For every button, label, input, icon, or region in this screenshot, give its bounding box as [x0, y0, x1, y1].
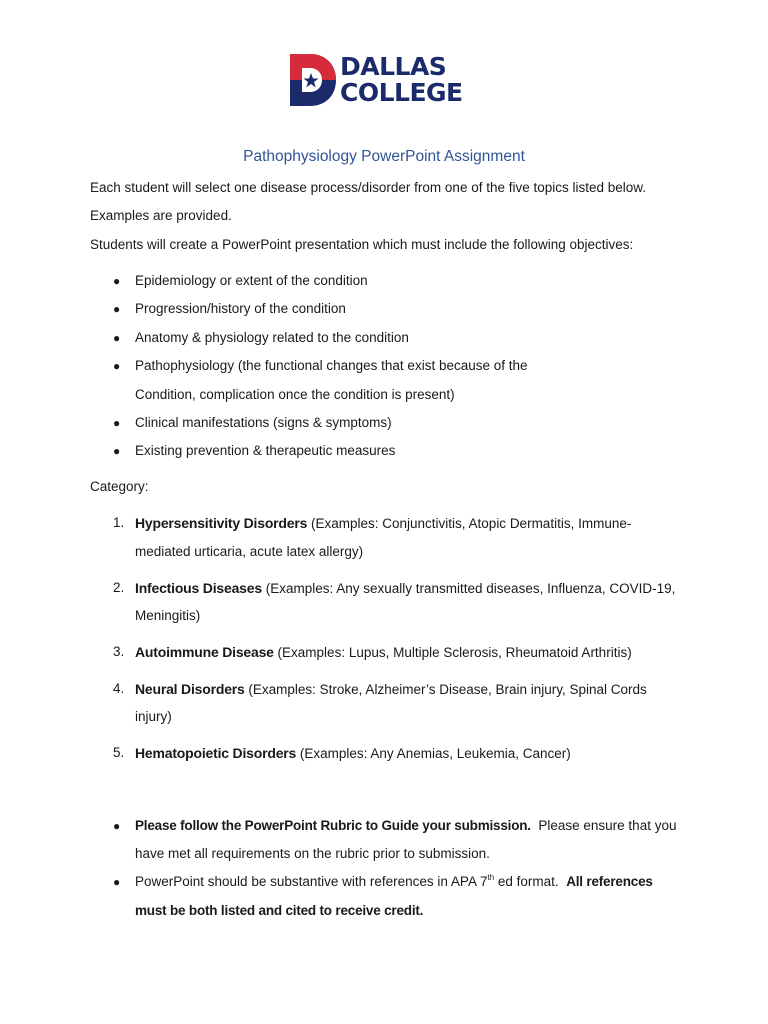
category-number: 4.: [113, 681, 125, 696]
category-examples-continuation: injury): [135, 709, 172, 724]
note-references: [135, 873, 653, 891]
category-examples-continuation: mediated urticaria, acute latex allergy): [135, 544, 364, 559]
category-examples: (Examples: Any sexually transmitted diseases, Influenza, COVID-19,: [265, 581, 676, 596]
logo-line-dallas: DALLAS: [340, 52, 447, 81]
category-name: Hematopoietic Disorders: [135, 745, 297, 761]
bullet-icon: ●: [113, 875, 121, 889]
objective-item: Anatomy & physiology related to the condition: [135, 330, 409, 345]
objective-item: Epidemiology or extent of the condition: [135, 273, 368, 288]
category-examples: (Examples: Any Anemias, Leukemia, Cancer): [299, 746, 571, 761]
category-examples: (Examples: Conjunctivitis, Atopic Dermatitis, Immune-: [310, 516, 632, 531]
bullet-icon: ●: [113, 444, 121, 458]
bullet-icon: ●: [113, 416, 121, 430]
dallas-college-d-mark-icon: [290, 54, 336, 106]
category-number: 5.: [113, 745, 125, 760]
intro-line-1: Each student will select one disease process/disorder from one of the five topics listed below.: [90, 180, 647, 195]
intro-line-2: Examples are provided.: [90, 208, 232, 223]
note-references-superscript: th: [487, 873, 495, 882]
page-title: Pathophysiology PowerPoint Assignment: [243, 148, 525, 165]
bullet-icon: ●: [113, 274, 121, 288]
category-name: Autoimmune Disease: [135, 644, 274, 660]
category-name: Infectious Diseases: [135, 580, 262, 596]
note-references-format: ed format.: [497, 874, 559, 889]
intro-line-3: Students will create a PowerPoint presentation which must include the following objectives:: [90, 237, 634, 252]
objective-item-continuation: Condition, complication once the condition is present): [135, 387, 455, 402]
category-item: [135, 579, 675, 598]
note-references-bold: All references: [566, 874, 653, 889]
category-item: [135, 680, 647, 699]
category-examples-continuation: Meningitis): [135, 608, 201, 623]
objective-item: Progression/history of the condition: [135, 301, 346, 316]
note-references-continuation: must be both listed and cited to receive credit.: [135, 903, 424, 918]
objective-item: Existing prevention & therapeutic measures: [135, 443, 396, 458]
category-name: Hypersensitivity Disorders: [135, 515, 308, 531]
note-rubric-rest: Please ensure that you: [538, 818, 677, 833]
category-number: 3.: [113, 644, 125, 659]
bullet-icon: ●: [113, 819, 121, 833]
category-examples: (Examples: Lupus, Multiple Sclerosis, Rheumatoid Arthritis): [277, 645, 632, 660]
logo-wordmark: [340, 54, 463, 106]
note-rubric: [135, 817, 676, 835]
bullet-icon: ●: [113, 359, 121, 373]
category-item: [135, 514, 631, 533]
bullet-icon: ●: [113, 331, 121, 345]
category-name: Neural Disorders: [135, 681, 245, 697]
bullet-icon: ●: [113, 302, 121, 316]
category-examples: (Examples: Stroke, Alzheimer’s Disease, Brain injury, Spinal Cords: [248, 682, 647, 697]
objective-item: Clinical manifestations (signs & symptoms): [135, 415, 392, 430]
category-item: [135, 643, 632, 662]
category-item: [135, 744, 571, 763]
category-number: 1.: [113, 515, 125, 530]
note-rubric-bold: Please follow the PowerPoint Rubric to Guide your submission.: [135, 818, 531, 833]
dallas-college-logo: [290, 54, 480, 108]
logo-line-college: COLLEGE: [340, 78, 463, 107]
note-references-text: PowerPoint should be substantive with references in APA 7: [135, 874, 488, 889]
category-number: 2.: [113, 580, 125, 595]
objective-item: Pathophysiology (the functional changes that exist because of the: [135, 358, 528, 373]
category-label: Category:: [90, 479, 149, 494]
note-rubric-continuation: have met all requirements on the rubric prior to submission.: [135, 846, 490, 861]
